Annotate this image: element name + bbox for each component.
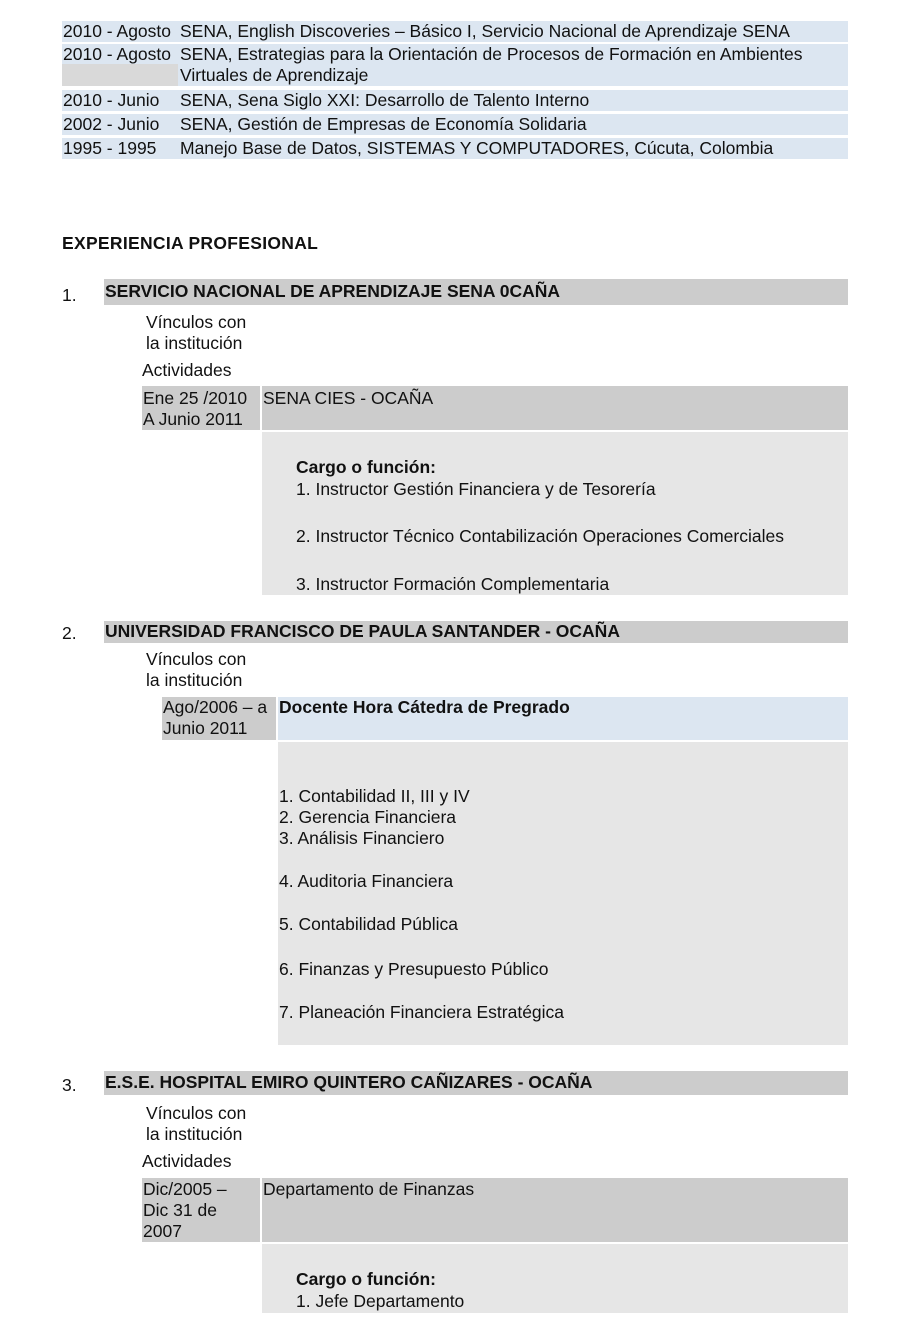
link-label: la institución — [146, 1124, 243, 1144]
course-item: 4. Auditoria Financiera — [279, 871, 454, 891]
activities-label: Actividades — [142, 1151, 232, 1171]
period-cell — [142, 386, 260, 430]
course-item: 5. Contabilidad Pública — [279, 914, 459, 934]
role-label: Cargo o función: — [296, 1269, 436, 1289]
training-date: 2002 - Junio — [63, 114, 160, 134]
training-date-shade — [62, 64, 178, 86]
training-desc: SENA, English Discoveries – Básico I, Servicio Nacional de Aprendizaje SENA — [180, 21, 790, 41]
unit-cell — [262, 1178, 848, 1242]
training-row — [62, 90, 848, 111]
training-date: 2010 - Agosto — [63, 21, 171, 41]
role-item: 1. Instructor Gestión Financiera y de Tesorería — [296, 479, 656, 499]
course-item: 2. Gerencia Financiera — [279, 807, 457, 827]
training-desc-line: SENA, Estrategias para la Orientación de Procesos de Formación en Ambientes — [180, 44, 803, 64]
link-label: la institución — [146, 670, 243, 690]
link-label: Vínculos con — [146, 649, 247, 669]
period-line: Dic/2005 – — [143, 1179, 227, 1199]
training-desc: SENA, Sena Siglo XXI: Desarrollo de Talento Interno — [180, 90, 590, 110]
period-line: 2007 — [143, 1221, 182, 1241]
activities-label: Actividades — [142, 360, 232, 380]
experience-number: 1. — [62, 285, 77, 305]
link-label: Vínculos con — [146, 312, 247, 332]
course-item: 7. Planeación Financiera Estratégica — [279, 1002, 565, 1022]
section-title: EXPERIENCIA PROFESIONAL — [62, 233, 319, 253]
course-item: 3. Análisis Financiero — [279, 828, 445, 848]
training-desc: Manejo Base de Datos, SISTEMAS Y COMPUTADORES, Cúcuta, Colombia — [180, 138, 774, 158]
training-desc — [178, 44, 848, 86]
role-item: 2. Instructor Técnico Contabilización Operaciones Comerciales — [296, 526, 784, 546]
training-row — [62, 44, 848, 86]
period-line: Dic 31 de — [143, 1200, 217, 1220]
period-line: A Junio 2011 — [143, 409, 243, 429]
experience-institution: E.S.E. HOSPITAL EMIRO QUINTERO CAÑIZARES - OCAÑA — [104, 1071, 848, 1095]
period-line: Ene 25 /2010 — [143, 388, 248, 408]
experience-institution: SERVICIO NACIONAL DE APRENDIZAJE SENA 0CAÑA — [104, 279, 848, 305]
link-label: la institución — [146, 333, 243, 353]
period-line: Junio 2011 — [163, 718, 248, 738]
training-desc: SENA, Gestión de Empresas de Economía Solidaria — [180, 114, 587, 134]
training-row — [62, 21, 848, 42]
period-cell — [142, 1178, 260, 1242]
period-line: Ago/2006 – a — [163, 697, 268, 717]
role-item: 1. Jefe Departamento — [296, 1291, 465, 1311]
experience-institution: UNIVERSIDAD FRANCISCO DE PAULA SANTANDER - OCAÑA — [104, 621, 848, 643]
course-item: 1. Contabilidad II, III y IV — [279, 786, 470, 806]
unit-cell — [278, 697, 848, 740]
unit-name: Docente Hora Cátedra de Pregrado — [279, 697, 570, 717]
unit-name: SENA CIES - OCAÑA — [263, 388, 434, 408]
experience-number: 3. — [62, 1075, 77, 1095]
training-row — [62, 114, 848, 135]
training-date: 2010 - Agosto — [63, 44, 171, 64]
role-label: Cargo o función: — [296, 457, 436, 477]
unit-name: Departamento de Finanzas — [263, 1179, 475, 1199]
training-date: 1995 - 1995 — [63, 138, 157, 158]
training-date: 2010 - Junio — [63, 90, 160, 110]
unit-cell — [262, 386, 848, 430]
period-cell — [162, 697, 276, 740]
training-desc-line: Virtuales de Aprendizaje — [180, 65, 369, 85]
role-item: 3. Instructor Formación Complementaria — [296, 574, 610, 594]
training-row — [62, 138, 848, 159]
course-item: 6. Finanzas y Presupuesto Público — [279, 959, 549, 979]
link-label: Vínculos con — [146, 1103, 247, 1123]
experience-number: 2. — [62, 623, 77, 643]
